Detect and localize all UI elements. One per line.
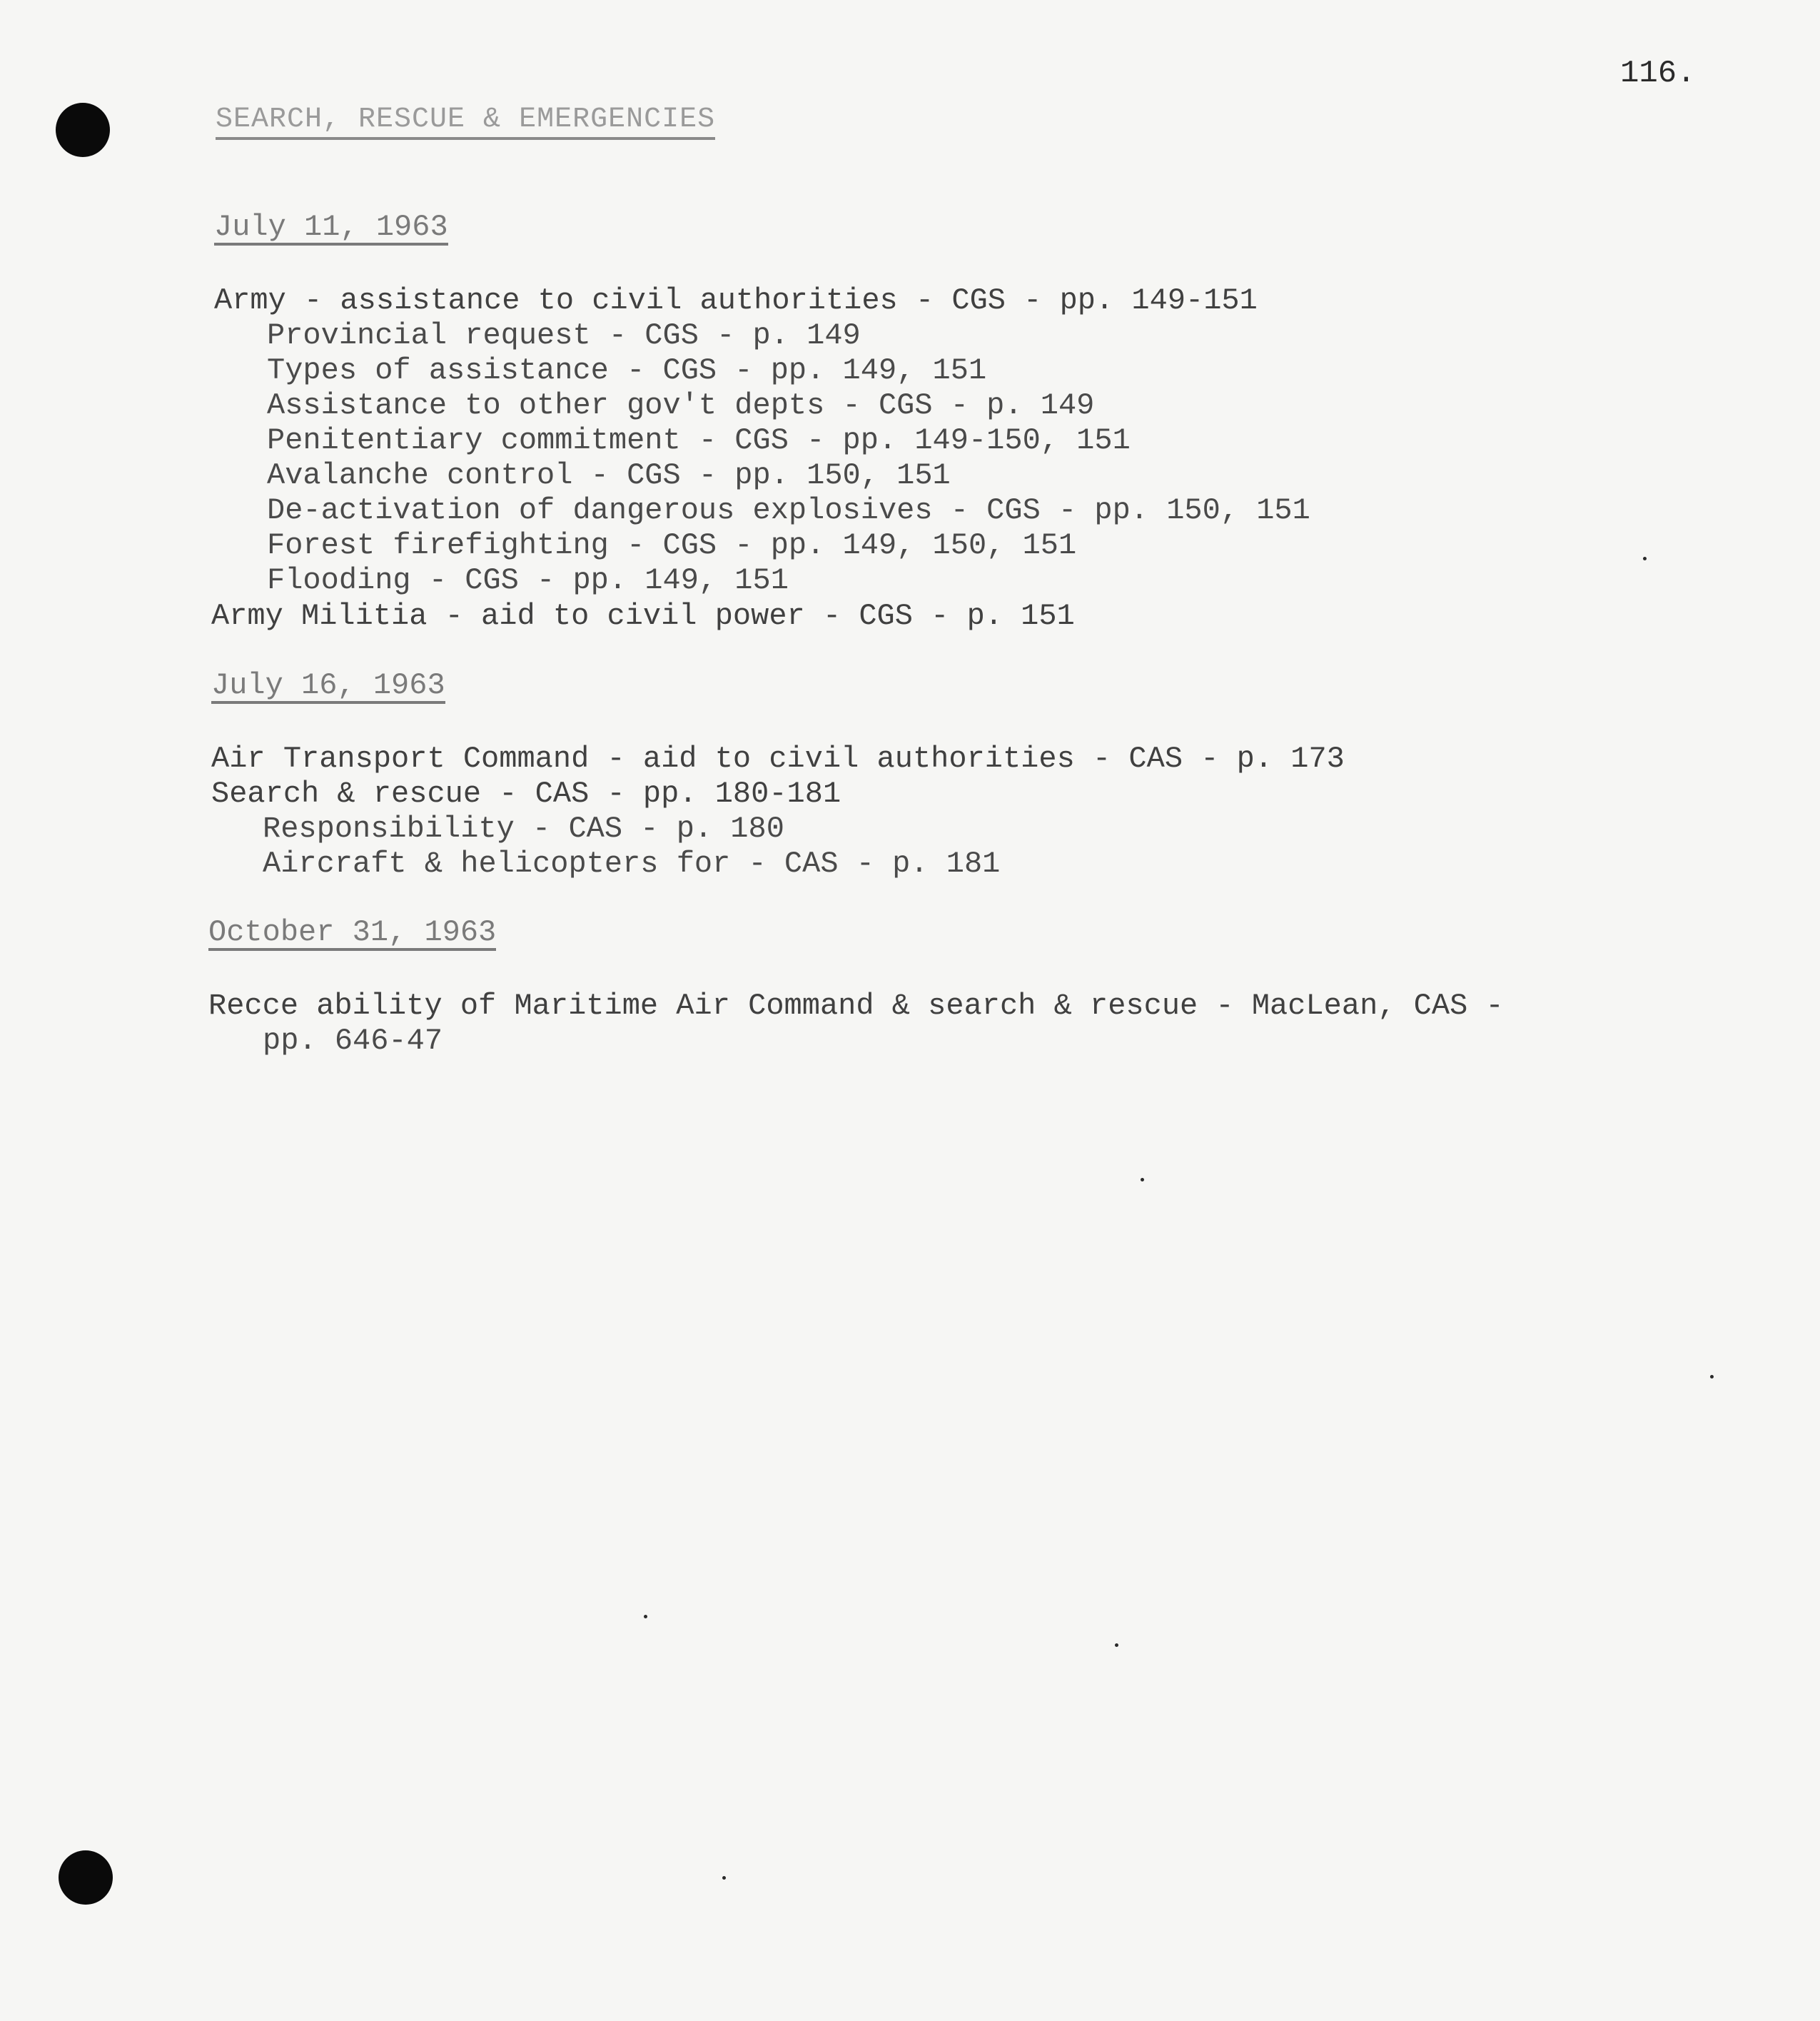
index-entry: Recce ability of Maritime Air Command & search & rescue - MacLean, CAS - bbox=[208, 989, 1504, 1023]
index-subentry: pp. 646-47 bbox=[263, 1024, 443, 1058]
document-title: SEARCH, RESCUE & EMERGENCIES bbox=[216, 104, 715, 140]
index-subentry: Forest firefighting - CGS - pp. 149, 150, 151 bbox=[267, 528, 1077, 563]
index-subentry: Penitentiary commitment - CGS - pp. 149-150, 151 bbox=[267, 423, 1131, 458]
index-entry: Army Militia - aid to civil power - CGS - p. 151 bbox=[211, 599, 1075, 633]
index-subentry: De-activation of dangerous explosives - CGS - pp. 150, 151 bbox=[267, 493, 1310, 528]
index-subentry: Provincial request - CGS - p. 149 bbox=[267, 318, 861, 353]
scan-speck bbox=[722, 1876, 726, 1880]
section-date: July 11, 1963 bbox=[214, 210, 448, 244]
index-subentry: Types of assistance - CGS - pp. 149, 151 bbox=[267, 353, 987, 388]
section-date: October 31, 1963 bbox=[208, 915, 497, 949]
punch-hole-bottom bbox=[59, 1850, 113, 1905]
index-entry: Air Transport Command - aid to civil authorities - CAS - p. 173 bbox=[211, 742, 1345, 776]
index-subentry: Assistance to other gov't depts - CGS - p. 149 bbox=[267, 388, 1095, 423]
scan-speck bbox=[1115, 1643, 1118, 1647]
scan-speck bbox=[1141, 1178, 1144, 1181]
index-subentry: Responsibility - CAS - p. 180 bbox=[263, 812, 784, 846]
section-date: July 16, 1963 bbox=[211, 668, 445, 702]
scan-speck bbox=[1643, 557, 1647, 560]
index-subentry: Aircraft & helicopters for - CAS - p. 181 bbox=[263, 847, 1001, 881]
index-entry: Search & rescue - CAS - pp. 180-181 bbox=[211, 777, 841, 811]
index-subentry: Flooding - CGS - pp. 149, 151 bbox=[267, 563, 789, 598]
index-entry: Army - assistance to civil authorities - CGS - pp. 149-151 bbox=[214, 283, 1258, 318]
punch-hole-top bbox=[56, 103, 110, 157]
page-number: 116. bbox=[1620, 56, 1696, 91]
scan-speck bbox=[1710, 1375, 1714, 1379]
scan-speck bbox=[644, 1615, 647, 1618]
index-subentry: Avalanche control - CGS - pp. 150, 151 bbox=[267, 458, 951, 493]
